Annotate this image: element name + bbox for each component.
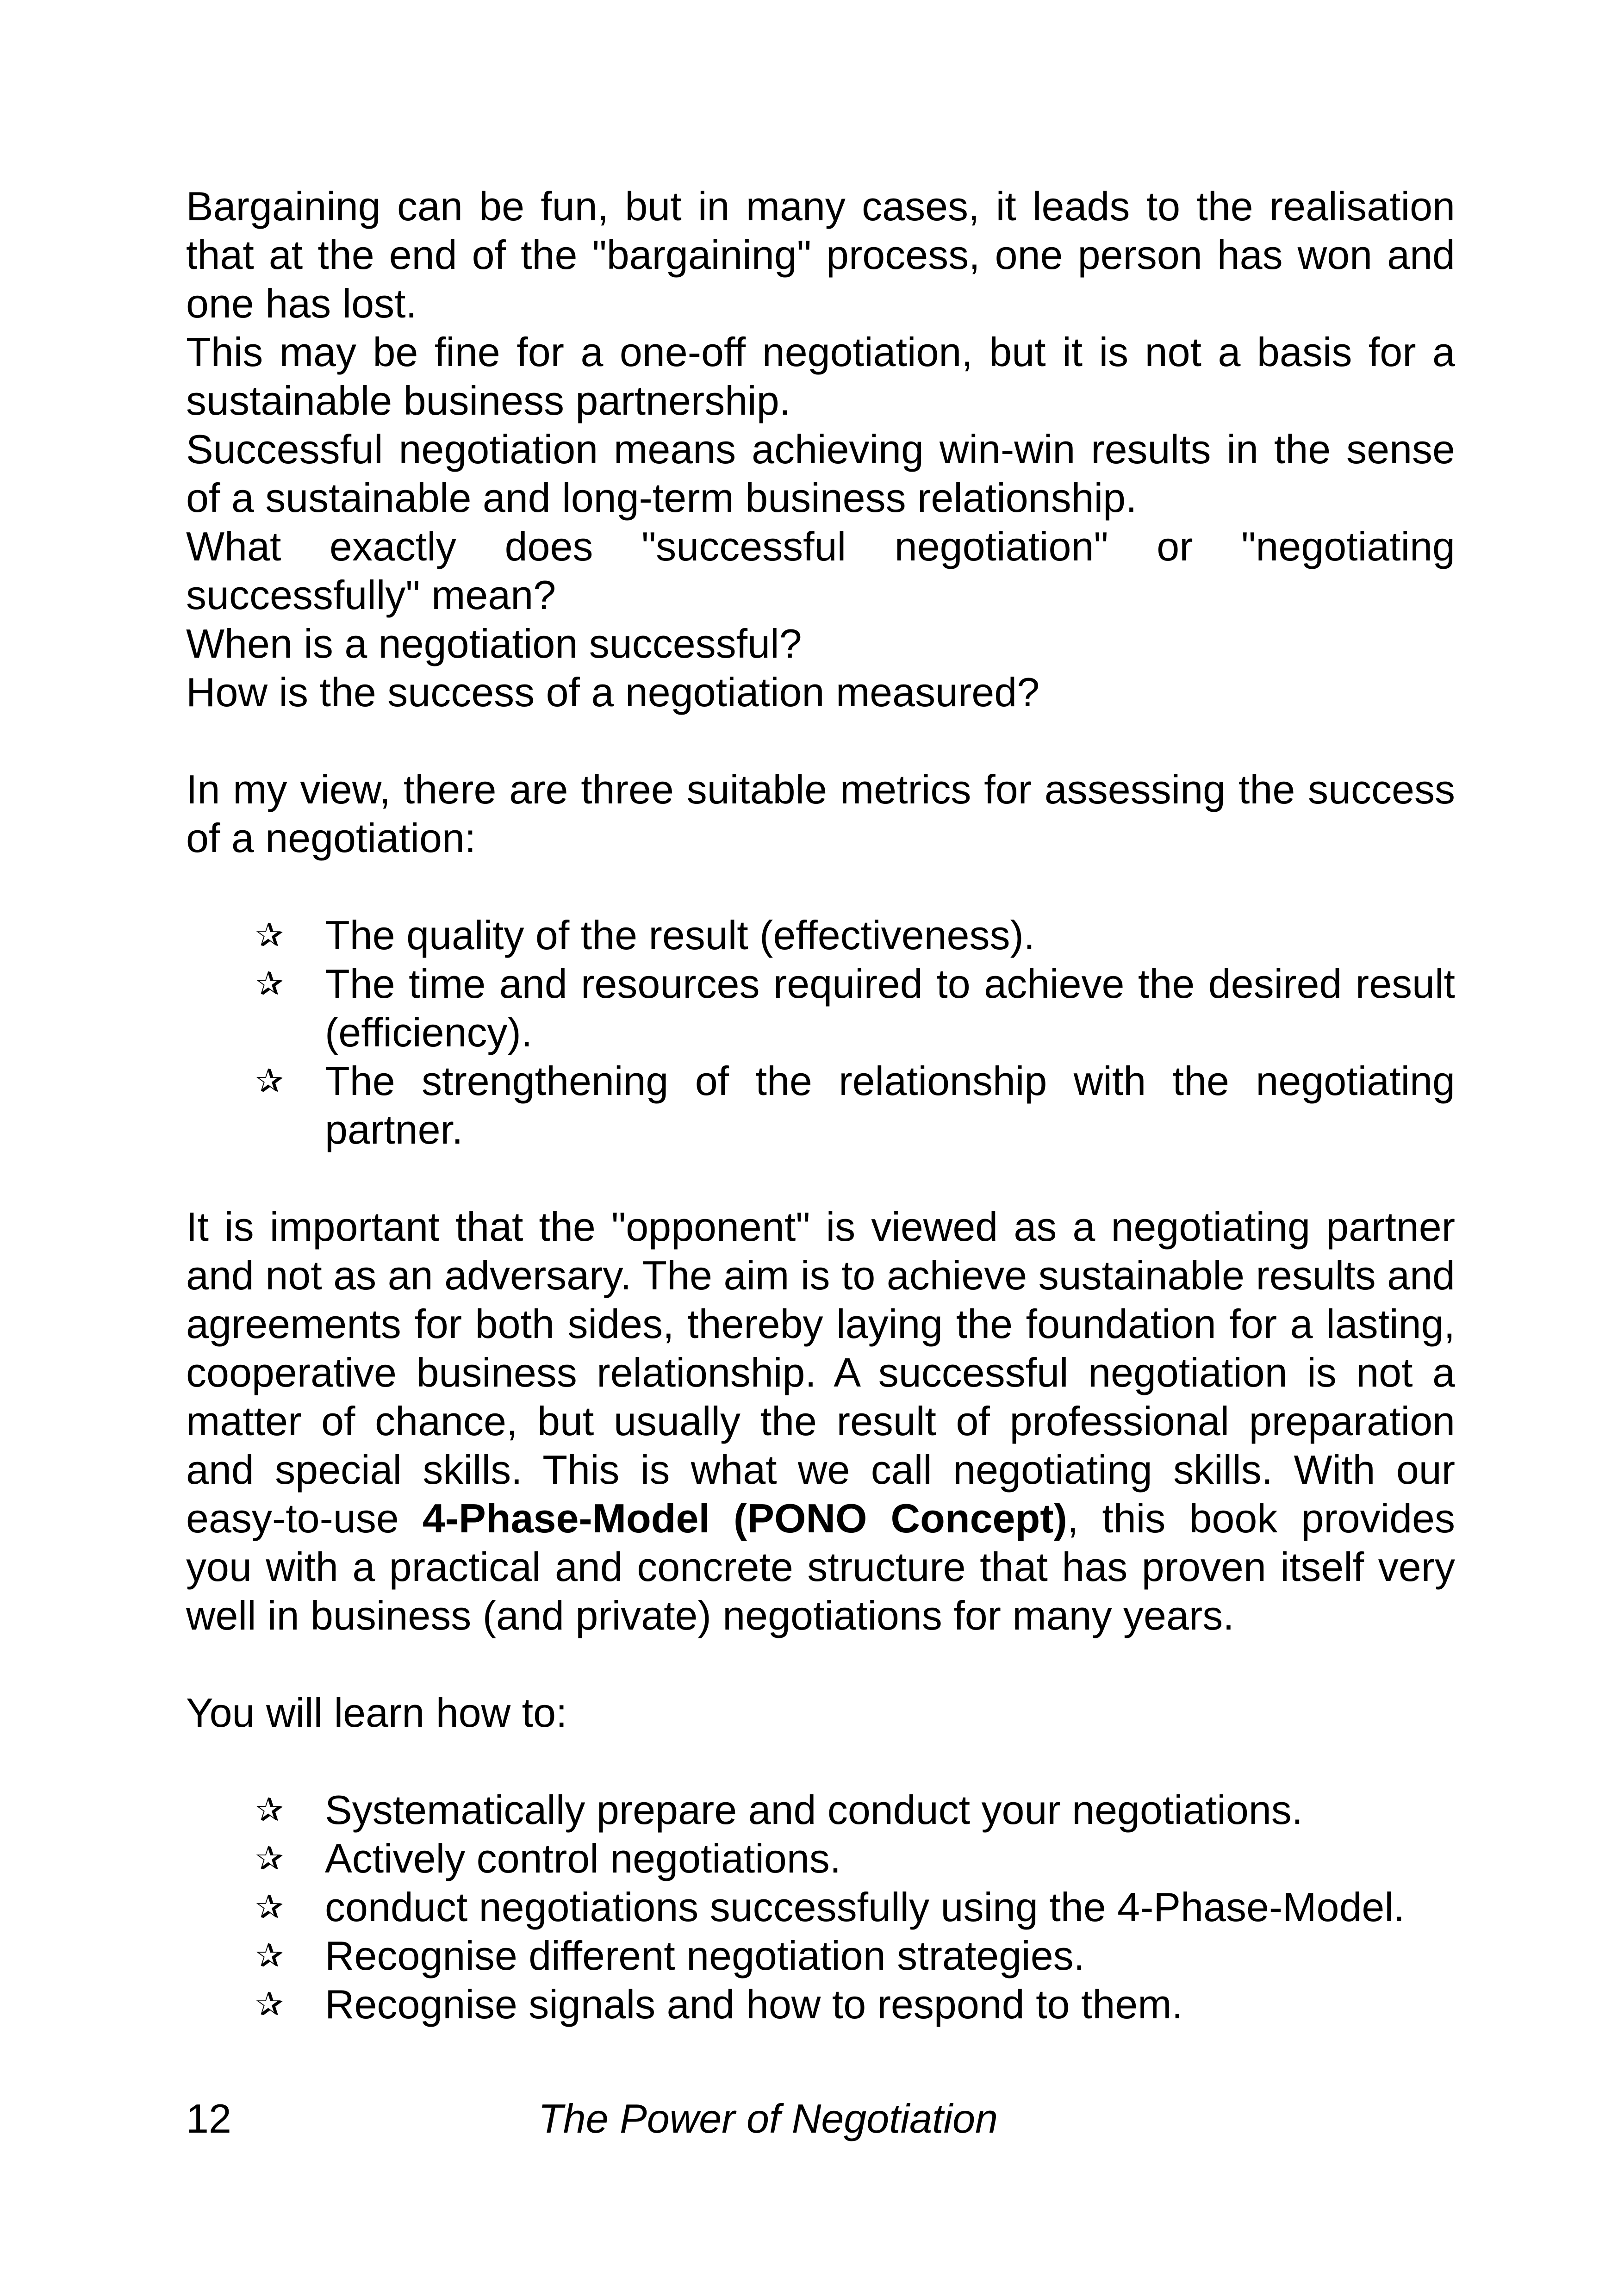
list-item bbox=[186, 911, 1455, 959]
page-number: 12 bbox=[186, 2096, 231, 2141]
intro-paragraph-win-win: Successful negotiation means achieving win-win results in the sense of a sustainable and long-term business relationship. bbox=[186, 426, 1455, 521]
learn-item-signals: Recognise signals and how to respond to them. bbox=[325, 1981, 1183, 2027]
list-item bbox=[186, 1057, 1455, 1154]
metric-relationship: The strengthening of the relationship with the negotiating partner. bbox=[325, 1058, 1455, 1152]
learn-item-control: Actively control negotiations. bbox=[325, 1836, 841, 1881]
metric-efficiency: The time and resources required to achieve the desired result (efficiency). bbox=[325, 961, 1455, 1055]
learn-list bbox=[186, 1786, 1455, 2028]
intro-question-meaning: What exactly does "successful negotiation" or "negotiating successfully" mean? bbox=[186, 523, 1455, 618]
pono-model-emphasis: 4-Phase-Model (PONO Concept) bbox=[422, 1495, 1067, 1541]
star-outline-icon: ✰ bbox=[255, 1887, 284, 1926]
learn-item-conduct: conduct negotiations successfully using the 4-Phase-Model. bbox=[325, 1884, 1405, 1930]
star-outline-icon: ✰ bbox=[255, 1839, 284, 1878]
intro-question-when: When is a negotiation successful? bbox=[186, 621, 802, 666]
intro-paragraph-bargaining: Bargaining can be fun, but in many cases, it leads to the realisation that at the end of the "bargaining" process, one person has won and one has lost. bbox=[186, 183, 1455, 326]
importance-text-start: It is important that the "opponent" is viewed as a negotiating partner and not as an adversary. The aim is to achieve sustainable results and agreements for both sides, thereby laying the foundation for a lasting, cooperative business relationship. A successful negotiation is not a matter of chance, but usually the result of professional preparation and special skills. This is what we call negotiating skills. With our easy-to-use bbox=[186, 1204, 1455, 1541]
star-outline-icon: ✰ bbox=[255, 1985, 284, 2023]
star-outline-icon: ✰ bbox=[255, 1936, 284, 1975]
intro-paragraph-one-off: This may be fine for a one-off negotiation, but it is not a basis for a sustainable business partnership. bbox=[186, 329, 1455, 423]
metrics-intro-paragraph: In my view, there are three suitable metrics for assessing the success of a negotiation: bbox=[186, 766, 1455, 861]
intro-question-measured: How is the success of a negotiation measured? bbox=[186, 669, 1040, 715]
learn-item-prepare: Systematically prepare and conduct your negotiations. bbox=[325, 1787, 1303, 1833]
learn-intro-paragraph: You will learn how to: bbox=[186, 1690, 567, 1736]
importance-paragraph bbox=[186, 1202, 1455, 1640]
list-item bbox=[186, 1786, 1455, 1834]
learn-item-strategies: Recognise different negotiation strategies. bbox=[325, 1933, 1085, 1979]
star-outline-icon: ✰ bbox=[255, 915, 284, 954]
list-item bbox=[186, 1980, 1455, 2028]
importance-text-end: , this book provides you with a practical and concrete structure that has proven itself very well in business (and private) negotiations for many years. bbox=[186, 1495, 1455, 1638]
list-item bbox=[186, 959, 1455, 1057]
metric-quality: The quality of the result (effectiveness). bbox=[325, 912, 1035, 958]
metrics-list bbox=[186, 911, 1455, 1154]
list-item bbox=[186, 1834, 1455, 1883]
star-outline-icon: ✰ bbox=[255, 964, 284, 1003]
page-body bbox=[186, 182, 1455, 2028]
star-outline-icon: ✰ bbox=[255, 1790, 284, 1829]
star-outline-icon: ✰ bbox=[255, 1061, 284, 1100]
list-item bbox=[186, 1883, 1455, 1931]
running-title: The Power of Negotiation bbox=[538, 2096, 998, 2141]
list-item bbox=[186, 1931, 1455, 1980]
